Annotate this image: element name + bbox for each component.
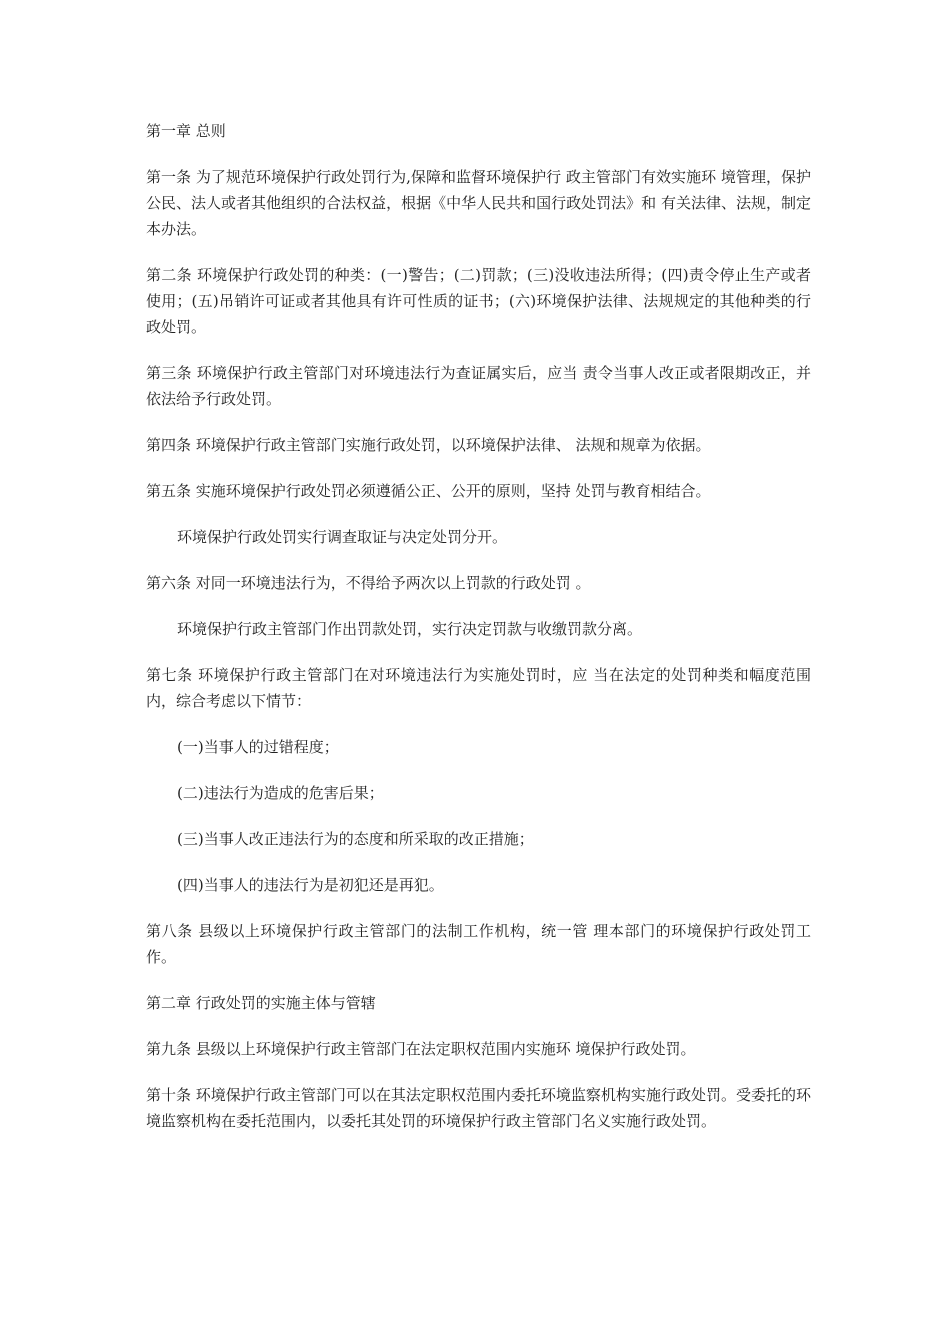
- list-item: (三)当事人改正违法行为的态度和所采取的改正措施；: [177, 830, 534, 848]
- chapter-heading: 第一章 总则: [146, 122, 226, 140]
- article-paragraph: 第十条 环境保护行政主管部门可以在其法定职权范围内委托环境监察机构实施行政处罚。受委托的环境监察机构在委托范围内，以委托其处罚的环境保护行政主管部门名义实施行政处罚。: [146, 1086, 811, 1130]
- article-paragraph: 第二条 环境保护行政处罚的种类：(一)警告；(二)罚款；(三)没收违法所得；(四)责令停止生产或者使用；(五)吊销许可证或者其他具有许可性质的证书；(六)环境保护法律、法规规定的其他种类的行政处罚。: [146, 266, 811, 336]
- list-item: (二)违法行为造成的危害后果；: [177, 784, 384, 802]
- list-item: (四)当事人的违法行为是初犯还是再犯。: [177, 876, 444, 894]
- article-paragraph: 第七条 环境保护行政主管部门在对环境违法行为实施处罚时，应 当在法定的处罚种类和幅度范围内，综合考虑以下情节：: [146, 666, 811, 710]
- article-paragraph: 第九条 县级以上环境保护行政主管部门在法定职权范围内实施环 境保护行政处罚。: [146, 1040, 696, 1058]
- list-item: (一)当事人的过错程度；: [177, 738, 339, 756]
- document-body: [146, 118, 811, 1154]
- article-paragraph: 第五条 实施环境保护行政处罚必须遵循公正、公开的原则，坚持 处罚与教育相结合。: [146, 482, 711, 500]
- article-paragraph: 第四条 环境保护行政主管部门实施行政处罚，以环境保护法律、 法规和规章为依据。: [146, 436, 711, 454]
- article-paragraph: 第一条 为了规范环境保护行政处罚行为,保障和监督环境保护行 政主管部门有效实施环 境管理，保护公民、法人或者其他组织的合法权益，根据《中华人民共和国行政处罚法》和 有关法律、法规，制定本办法。: [146, 168, 811, 238]
- article-paragraph: 第八条 县级以上环境保护行政主管部门的法制工作机构，统一管 理本部门的环境保护行政处罚工作。: [146, 922, 811, 966]
- chapter-heading: 第二章 行政处罚的实施主体与管辖: [146, 994, 376, 1012]
- indented-paragraph: 环境保护行政主管部门作出罚款处罚，实行决定罚款与收缴罚款分离。: [177, 620, 643, 638]
- article-paragraph: 第六条 对同一环境违法行为，不得给予两次以上罚款的行政处罚 。: [146, 574, 591, 592]
- indented-paragraph: 环境保护行政处罚实行调查取证与决定处罚分开。: [177, 528, 508, 546]
- article-paragraph: 第三条 环境保护行政主管部门对环境违法行为查证属实后，应当 责令当事人改正或者限期改正，并依法给予行政处罚。: [146, 364, 811, 408]
